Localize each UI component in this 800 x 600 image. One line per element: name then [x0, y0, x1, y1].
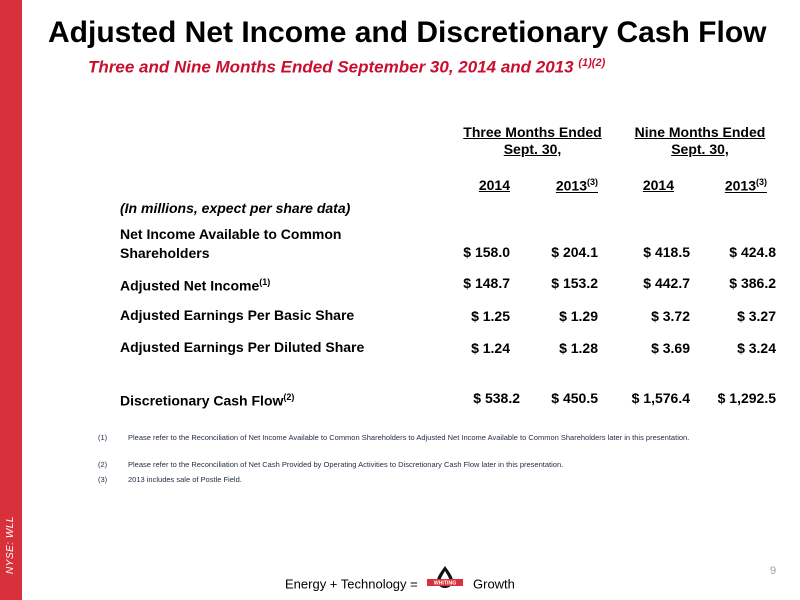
value-r2-c3: $ 442.7 [643, 275, 690, 291]
year-header-2 [520, 177, 598, 194]
column-header-nine-months-line2: Sept. 30, [671, 141, 729, 157]
value-r1-c4: $ 424.8 [729, 244, 776, 260]
value-r1-c2: $ 204.1 [551, 244, 598, 260]
value-r4-c2: $ 1.28 [559, 340, 598, 356]
column-header-nine-months [620, 124, 780, 158]
row-label-adjusted-net-income [120, 273, 270, 296]
value-r2-c1: $ 148.7 [463, 275, 510, 291]
units-note: (In millions, expect per share data) [120, 200, 351, 216]
row-label-dcf-ref: (2) [283, 392, 295, 402]
year-header-3: 2014 [642, 177, 674, 193]
whiting-logo-text: WHITING [434, 580, 457, 587]
subtitle-refs: (1)(2) [578, 57, 606, 69]
slide-title: Adjusted Net Income and Discretionary Cash Flow [48, 16, 767, 49]
value-r5-c1: $ 538.2 [473, 390, 520, 406]
footer-left-text: Energy + Technology = [285, 576, 418, 592]
row-label-eps-basic: Adjusted Earnings Per Basic Share [120, 307, 355, 323]
year-header-2-text: 2013 [555, 177, 587, 194]
column-header-three-months-line2: Sept. 30, [503, 141, 562, 157]
row-label-adjusted-net-income-ref: (1) [259, 277, 271, 287]
footnote-1-number: (1) [98, 433, 108, 442]
footnote-1-text: Please refer to the Reconciliation of Net Income Available to Common Shareholders to Adjusted Net Income Available to Common Shareholders later in this presentation. [128, 433, 690, 442]
row-label-net-income [120, 225, 341, 263]
row-label-discretionary-cash-flow [120, 388, 294, 411]
row-label-adjusted-net-income-text: Adjusted Net Income [120, 277, 260, 294]
year-header-4-text: 2013 [724, 177, 756, 194]
footnote-3-number: (3) [98, 475, 108, 484]
whiting-logo [425, 565, 465, 593]
value-r5-c2: $ 450.5 [551, 390, 598, 406]
column-header-three-months-line1: Three Months Ended [463, 124, 602, 140]
value-r5-c3: $ 1,576.4 [631, 390, 690, 406]
footer-tagline [285, 571, 515, 599]
value-r2-c2: $ 153.2 [551, 275, 598, 291]
value-r1-c1: $ 158.0 [463, 244, 510, 260]
whiting-logo-icon [425, 565, 465, 593]
row-label-net-income-line2: Shareholders [120, 245, 210, 261]
value-r1-c3: $ 418.5 [643, 244, 690, 260]
row-label-eps-diluted: Adjusted Earnings Per Diluted Share [120, 339, 365, 355]
slide-subtitle [88, 57, 605, 78]
ticker-label: NYSE: WLL [5, 516, 16, 574]
value-r3-c3: $ 3.72 [651, 308, 690, 324]
row-label-net-income-line1: Net Income Available to Common [120, 226, 342, 242]
value-r2-c4: $ 386.2 [729, 275, 776, 291]
value-r5-c4: $ 1,292.5 [717, 390, 776, 406]
year-header-4 [690, 177, 767, 194]
year-header-4-ref: (3) [756, 177, 767, 187]
footnote-3-text: 2013 includes sale of Postle Field. [128, 475, 242, 484]
footnote-2-text: Please refer to the Reconciliation of Net Cash Provided by Operating Activities to Discretionary Cash Flow later in this presentation. [128, 460, 564, 469]
value-r3-c2: $ 1.29 [559, 308, 598, 324]
footer-right-text: Growth [473, 576, 515, 592]
value-r4-c1: $ 1.24 [471, 340, 510, 356]
value-r3-c1: $ 1.25 [471, 308, 510, 324]
page-number: 9 [770, 565, 777, 577]
year-header-2-ref: (3) [587, 177, 598, 187]
row-label-dcf-text: Discretionary Cash Flow [120, 392, 284, 409]
subtitle-text: Three and Nine Months Ended September 30, 2014 and 2013 [88, 57, 574, 77]
column-header-three-months [450, 124, 615, 158]
footnote-2-number: (2) [98, 460, 108, 469]
value-r4-c4: $ 3.24 [737, 340, 776, 356]
year-header-1: 2014 [478, 177, 510, 193]
column-header-nine-months-line1: Nine Months Ended [634, 124, 766, 140]
value-r3-c4: $ 3.27 [737, 308, 776, 324]
value-r4-c3: $ 3.69 [651, 340, 690, 356]
left-accent-bar [0, 0, 22, 600]
